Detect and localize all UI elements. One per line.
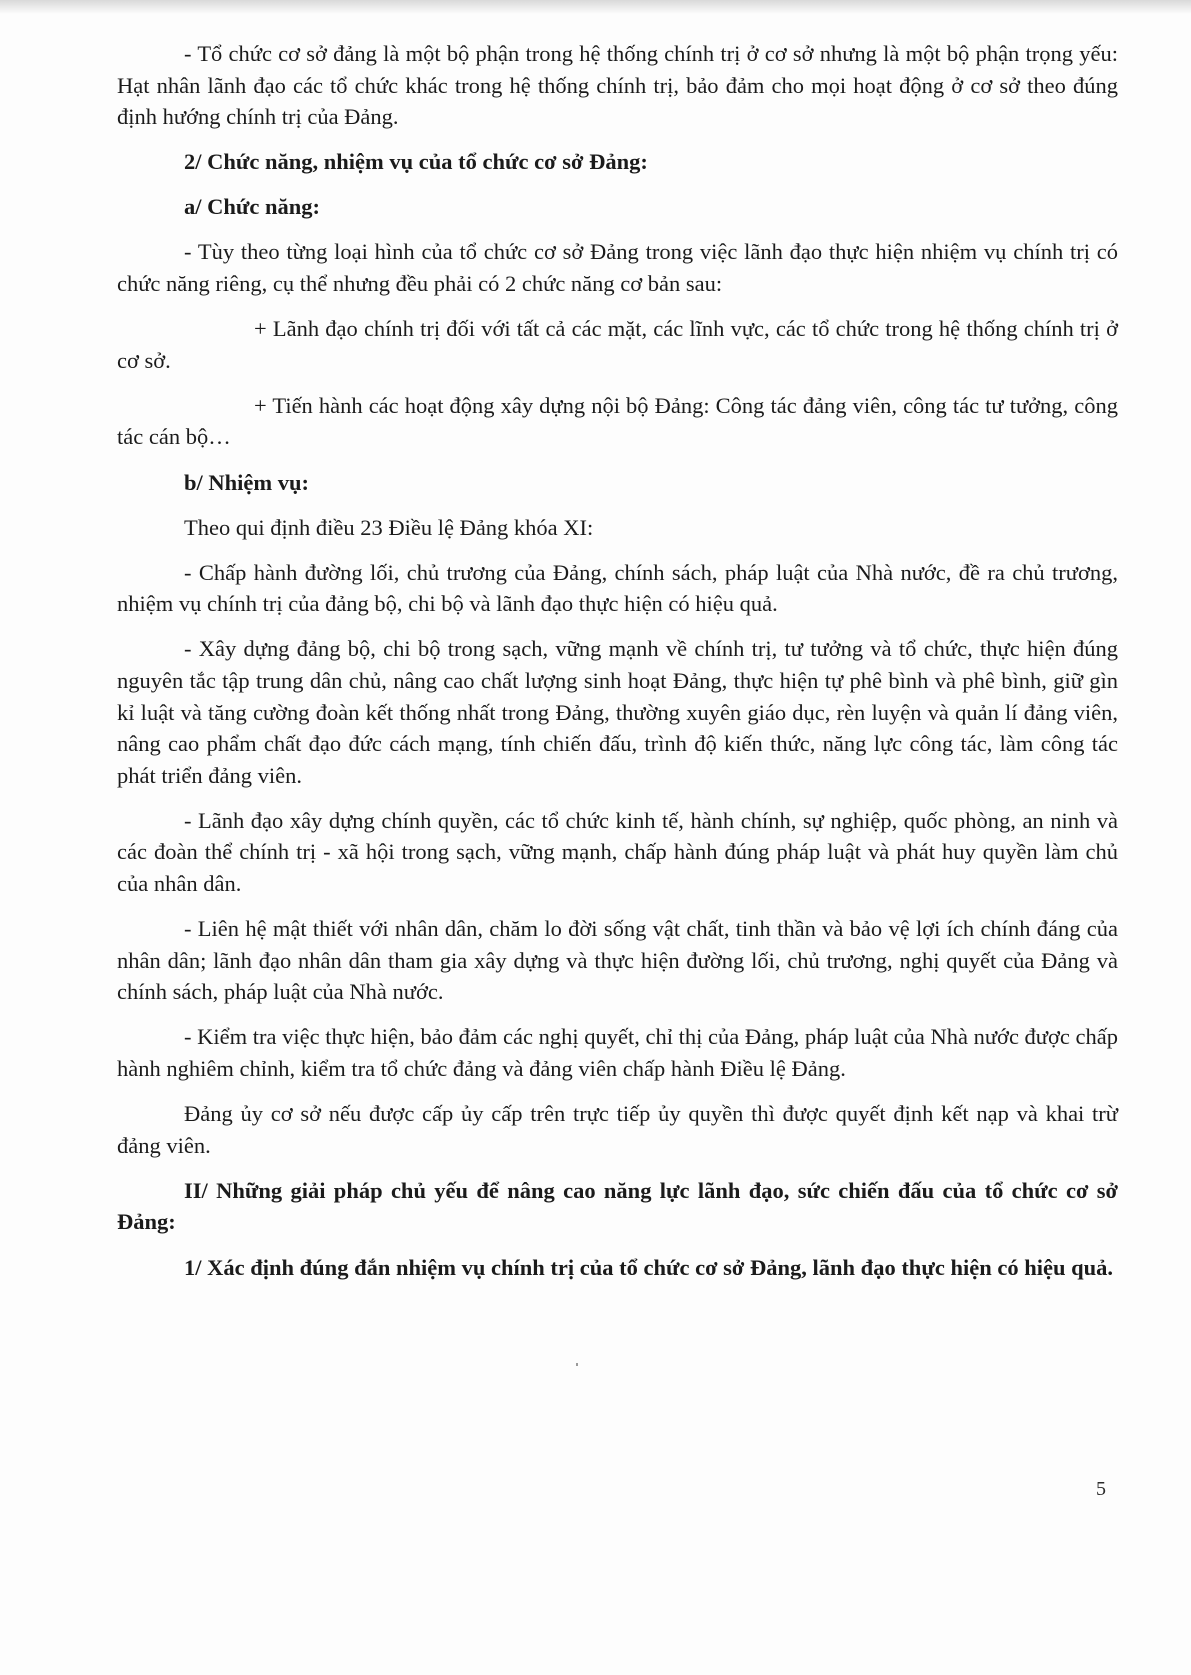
scan-speck: [576, 1363, 578, 1366]
paragraph-duty-lead-government: - Lãnh đạo xây dựng chính quyền, các tổ chức kinh tế, hành chính, sự nghiệp, quốc phòng, an ninh và các đoàn thể chính trị - xã hội trong sạch, vững mạnh, chấp hành đúng pháp luật và phát huy quyền làm chủ của nhân dân.: [117, 807, 1118, 897]
scan-edge-shadow: [0, 0, 1191, 14]
heading-duties: b/ Nhiệm vụ:: [184, 469, 310, 495]
paragraph-duty-inspect: - Kiểm tra việc thực hiện, bảo đảm các nghị quyết, chỉ thị của Đảng, pháp luật của Nhà nước được chấp hành nghiêm chỉnh, kiểm tra tổ chức đảng và đảng viên chấp hành Điều lệ Đảng.: [117, 1024, 1118, 1082]
page-number: 5: [1096, 1478, 1106, 1500]
list-item-internal-building: + Tiến hành các hoạt động xây dựng nội bộ Đảng: Công tác đảng viên, công tác tư tưởng, công tác cán bộ…: [117, 392, 1118, 450]
paragraph-intro-role: - Tổ chức cơ sở đảng là một bộ phận trong hệ thống chính trị ở cơ sở nhưng là một bộ phận trọng yếu: Hạt nhân lãnh đạo các tổ chức khác trong hệ thống chính trị, bảo đảm cho mọi hoạt động ở cơ sở theo đúng định hướng chính trị của Đảng.: [117, 41, 1118, 130]
paragraph-functions-overview: - Tùy theo từng loại hình của tổ chức cơ sở Đảng trong việc lãnh đạo thực hiện nhiệm vụ chính trị có chức năng riêng, cụ thể nhưng đều phải có 2 chức năng cơ bản sau:: [117, 239, 1118, 297]
heading-functions: a/ Chức năng:: [184, 194, 321, 220]
paragraph-duty-people: - Liên hệ mật thiết với nhân dân, chăm lo đời sống vật chất, tinh thần và bảo vệ lợi ích chính đáng của nhân dân; lãnh đạo nhân dân tham gia xây dựng và thực hiện đường lối, chủ trương, nghị quyết của Đảng và chính sách, pháp luật của Nhà nước.: [117, 916, 1118, 1005]
heading-solutions: II/ Những giải pháp chủ yếu để nâng cao năng lực lãnh đạo, sức chiến đấu của tổ chức cơ sở Đảng:: [117, 1177, 1118, 1235]
paragraph-admission-authority: Đảng ủy cơ sở nếu được cấp ủy cấp trên trực tiếp ủy quyền thì được quyết định kết nạp và khai trừ đảng viên.: [117, 1101, 1118, 1158]
paragraph-duty-build-party: - Xây dựng đảng bộ, chi bộ trong sạch, vững mạnh về chính trị, tư tưởng và tổ chức, thực hiện đúng nguyên tắc tập trung dân chủ, nâng cao chất lượng sinh hoạt Đảng, thực hiện tự phê bình và phê bình, giữ gìn kỉ luật và tăng cường đoàn kết thống nhất trong Đảng, thường xuyên giáo dục, rèn luyện và quản lí đảng viên, nâng cao phẩm chất đạo đức cách mạng, tính chiến đấu, trình độ kiến thức, năng lực công tác, làm công tác phát triển đảng viên.: [117, 636, 1118, 788]
list-item-political-leadership: + Lãnh đạo chính trị đối với tất cả các mặt, các lĩnh vực, các tổ chức trong hệ thống chính trị ở cơ sở.: [117, 316, 1118, 373]
paragraph-duty-execute: - Chấp hành đường lối, chủ trương của Đảng, chính sách, pháp luật của Nhà nước, đề ra chủ trương, nhiệm vụ chính trị của đảng bộ, chi bộ và lãnh đạo thực hiện có hiệu quả.: [117, 559, 1118, 617]
heading-solution-1: 1/ Xác định đúng đắn nhiệm vụ chính trị của tổ chức cơ sở Đảng, lãnh đạo thực hiện có hiệu quả.: [184, 1254, 1113, 1280]
document-body: [117, 38, 1118, 1297]
paragraph-regulation-reference: Theo qui định điều 23 Điều lệ Đảng khóa XI:: [184, 514, 594, 540]
heading-functions-duties: 2/ Chức năng, nhiệm vụ của tổ chức cơ sở Đảng:: [184, 149, 648, 175]
